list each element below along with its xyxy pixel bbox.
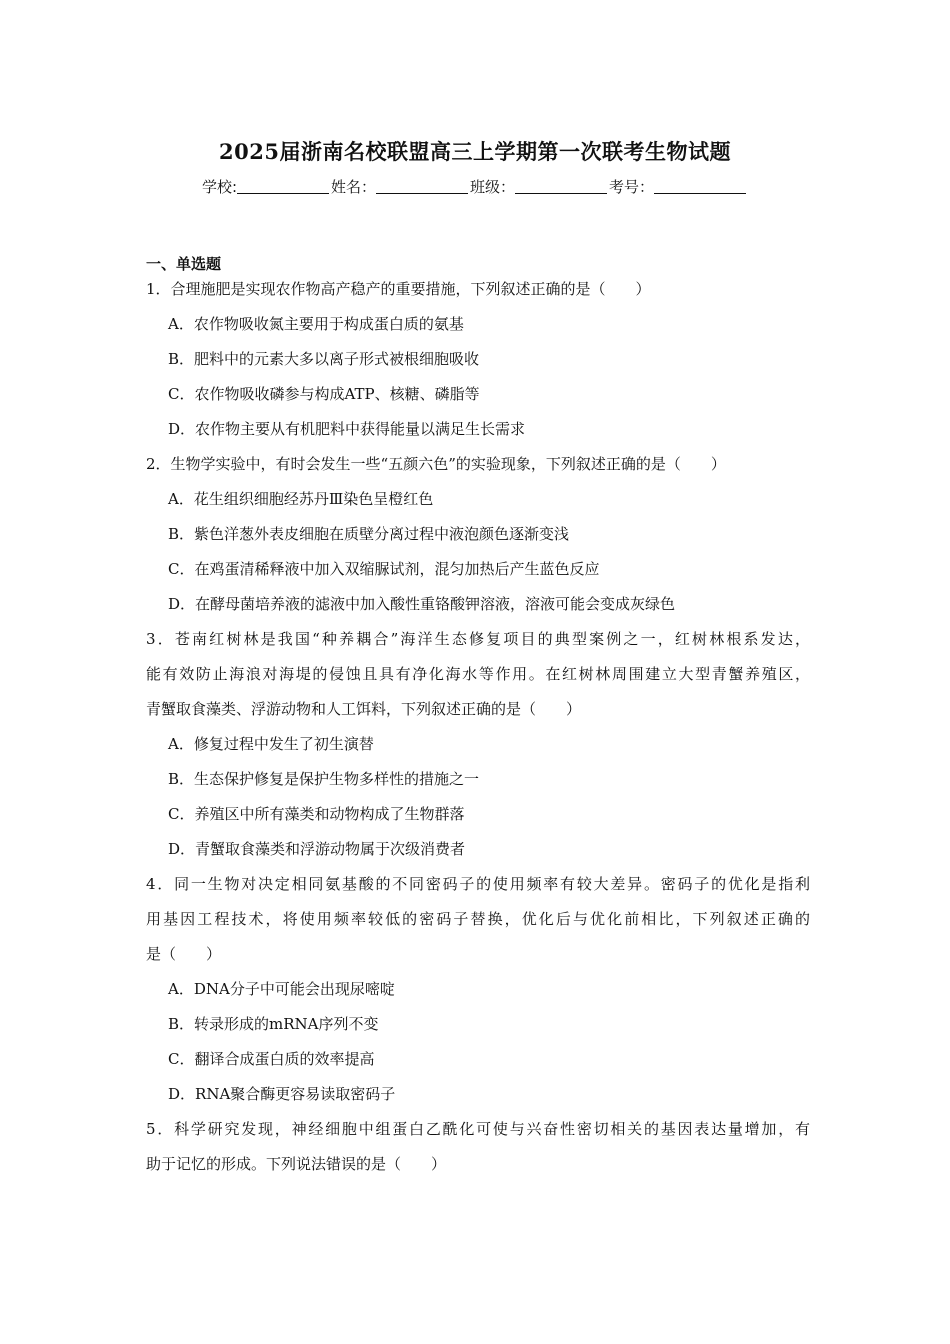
question-2 <box>146 447 810 622</box>
question-1 <box>146 272 810 447</box>
exam-title: 2025届浙南名校联盟高三上学期第一次联考生物试题 <box>219 139 731 164</box>
question-list <box>146 272 810 1182</box>
class-blank <box>515 179 607 194</box>
name-label: 姓名： <box>331 178 377 196</box>
question-3 <box>146 622 810 867</box>
question-stem-line: 1．合理施肥是实现农作物高产稳产的重要措施，下列叙述正确的是（ ） <box>146 280 651 298</box>
option-c: C．翻译合成蛋白质的效率提高 <box>168 1050 375 1068</box>
option-b: B．肥料中的元素大多以离子形式被根细胞吸收 <box>168 350 480 368</box>
option-d: D．RNA聚合酶更容易读取密码子 <box>168 1085 396 1103</box>
question-stem-line: 2．生物学实验中，有时会发生一些“五颜六色”的实验现象，下列叙述正确的是（ ） <box>146 455 726 473</box>
option-b: B．紫色洋葱外表皮细胞在质壁分离过程中液泡颜色逐渐变浅 <box>168 525 570 543</box>
option-d: D．在酵母菌培养液的滤液中加入酸性重铬酸钾溶液，溶液可能会变成灰绿色 <box>168 595 676 613</box>
option-a: A．农作物吸收氮主要用于构成蛋白质的氨基 <box>168 315 464 333</box>
option-c: C．养殖区中所有藻类和动物构成了生物群落 <box>168 805 465 823</box>
class-label: 班级： <box>470 178 516 196</box>
option-b: B．生态保护修复是保护生物多样性的措施之一 <box>168 770 480 788</box>
option-b: B．转录形成的mRNA序列不变 <box>168 1015 379 1033</box>
question-stem-line: 青蟹取食藻类、浮游动物和人工饵料，下列叙述正确的是（ ） <box>146 700 582 718</box>
option-c: C．在鸡蛋清稀释液中加入双缩脲试剂，混匀加热后产生蓝色反应 <box>168 560 600 578</box>
question-stem-line: 3．苍南红树林是我国“种养耦合”海洋生态修复项目的典型案例之一，红树林根系发达， <box>146 630 810 648</box>
option-a: A．修复过程中发生了初生演替 <box>168 735 374 753</box>
question-4 <box>146 867 810 1112</box>
option-a: A．花生组织细胞经苏丹Ⅲ染色呈橙红色 <box>168 490 434 508</box>
school-blank <box>237 179 329 194</box>
question-stem-line: 4．同一生物对决定相同氨基酸的不同密码子的使用频率有较大差异。密码子的优化是指利 <box>146 875 810 893</box>
question-stem-line: 是（ ） <box>146 945 222 963</box>
exam-no-label: 考号： <box>609 178 655 196</box>
question-stem-line: 助于记忆的形成。下列说法错误的是（ ） <box>146 1155 447 1173</box>
question-5 <box>146 1112 810 1182</box>
question-stem-line: 用基因工程技术，将使用频率较低的密码子替换，优化后与优化前相比，下列叙述正确的 <box>146 910 810 928</box>
question-stem-line: 5．科学研究发现，神经细胞中组蛋白乙酰化可使与兴奋性密切相关的基因表达量增加，有 <box>146 1120 810 1138</box>
option-a: A．DNA分子中可能会出现尿嘧啶 <box>168 980 395 998</box>
exam-no-blank <box>654 179 746 194</box>
question-stem-line: 能有效防止海浪对海堤的侵蚀且具有净化海水等作用。在红树林周围建立大型青蟹养殖区， <box>146 665 810 683</box>
school-label: 学校: <box>201 178 237 196</box>
student-info-line <box>0 176 950 197</box>
option-d: D．青蟹取食藻类和浮游动物属于次级消费者 <box>168 840 466 858</box>
name-blank <box>376 179 468 194</box>
option-d: D．农作物主要从有机肥料中获得能量以满足生长需求 <box>168 420 526 438</box>
section-title: 一、单选题 <box>146 255 222 273</box>
option-c: C．农作物吸收磷参与构成ATP、核糖、磷脂等 <box>168 385 480 403</box>
